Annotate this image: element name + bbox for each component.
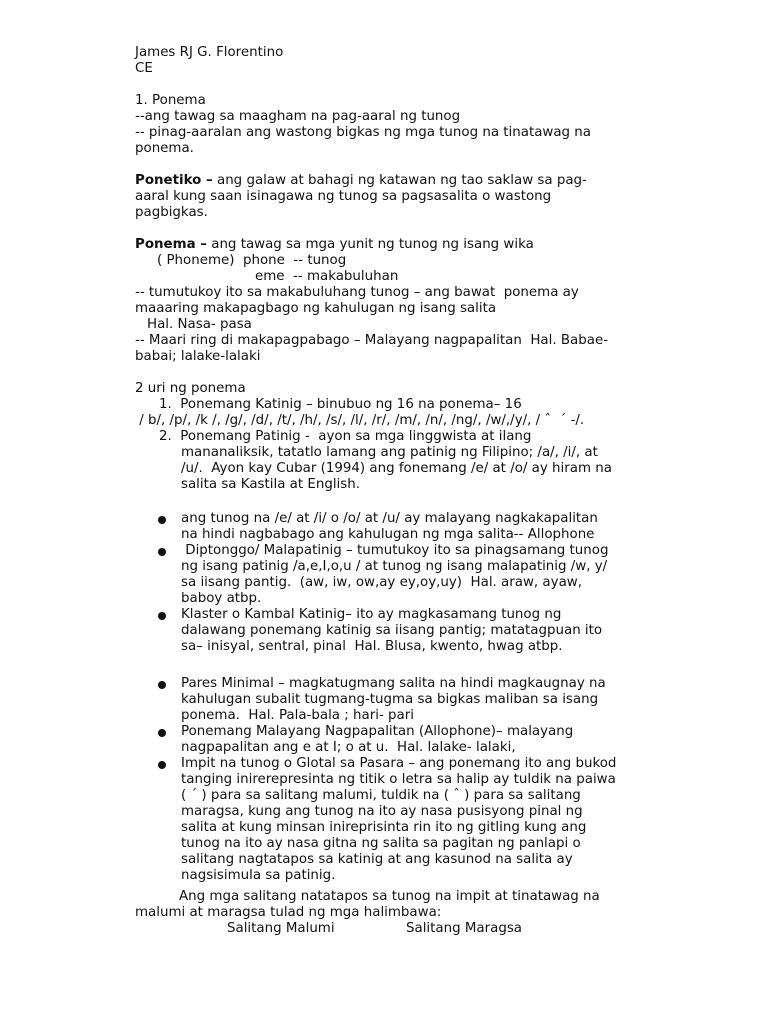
paragraph-line: eme -- makabuluhan <box>255 269 399 284</box>
course-label: CE <box>135 61 153 76</box>
bullet-icon <box>158 761 166 769</box>
term-ponetiko: Ponetiko – <box>135 173 213 188</box>
paragraph-line: Ang mga salitang natatapos sa tunog na impit at tinatawag na <box>179 889 600 904</box>
bullet-text: dalawang ponemang katinig sa iisang pantig; matatagpuan ito <box>181 623 603 638</box>
bullet-text: ng isang patinig /a,e,I,o,u / at tunog ng isang malapatinig /w, y/ <box>181 559 608 574</box>
paragraph-line: ( Phoneme) phone -- tunog <box>157 253 347 268</box>
author-name: James RJ G. Florentino <box>135 45 284 60</box>
bullet-text: maragsa, kung ang tunog na ito ay nasa pusisyong pinal ng <box>181 804 583 819</box>
ponetiko-definition <box>135 173 587 189</box>
list-item: 2. Ponemang Patinig - ayon sa mga linggwista at ilang <box>159 429 532 444</box>
bullet-text: salitang nagtatapos sa katinig at ang kasunod na salita ay <box>181 852 573 867</box>
bullet-text: nagpapalitan ang e at I; o at u. Hal. lalake- lalaki, <box>181 740 516 755</box>
bullet-text: Klaster o Kambal Katinig– ito ay magkasamang tunog ng <box>181 607 562 622</box>
bullet-text: Diptonggo/ Malapatinig – tumutukoy ito sa pinagsamang tunog <box>181 543 609 558</box>
bullet-icon <box>158 516 166 524</box>
definition-text: ang galaw at bahagi ng katawan ng tao saklaw sa pag- <box>212 173 587 188</box>
paragraph-line: malumi at maragsa tulad ng mga halimbawa: <box>135 905 442 920</box>
bullet-text: tunog na ito ay nasa gitna ng salita sa pagitan ng panlapi o <box>181 836 581 851</box>
paragraph-line: pagbigkas. <box>135 205 208 220</box>
column-heading-maragsa: Salitang Maragsa <box>406 921 522 936</box>
list-item: 1. Ponemang Katinig – binubuo ng 16 na ponema– 16 <box>159 397 522 412</box>
section-title-uri: 2 uri ng ponema <box>135 381 246 396</box>
bullet-text: baboy atbp. <box>181 591 262 606</box>
list-item: / b/, /p/, /k /, /g/, /d/, /t/, /h/, /s/, /l/, /r/, /m/, /n/, /ng/, /w/,/y/, / ˆ ´ -/. <box>135 413 585 428</box>
bullet-text: nagsisimula sa patinig. <box>181 868 336 883</box>
bullet-text: ang tunog na /e/ at /i/ o /o/ at /u/ ay malayang nagkakapalitan <box>181 511 598 526</box>
column-heading-malumi: Salitang Malumi <box>227 921 335 936</box>
bullet-text: ( ´ ) para sa salitang malumi, tuldik na ( ˆ ) para sa salitang <box>181 788 581 803</box>
bullet-icon <box>158 681 166 689</box>
bullet-text: Ponemang Malayang Nagpapalitan (Allophone)– malayang <box>181 724 574 739</box>
bullet-text: salita at kung minsan inireprisinta rin ito ng gitling kung ang <box>181 820 587 835</box>
definition-text: ang tawag sa mga yunit ng tunog ng isang wika <box>206 237 534 252</box>
list-item: mananaliksik, tatatlo lamang ang patinig ng Filipino; /a/, /i/, at <box>181 445 598 460</box>
bullet-text: kahulugan subalit tugmang-tugma sa bigkas maliban sa isang <box>181 692 599 707</box>
paragraph-line: -- tumutukoy ito sa makabuluhang tunog – ang bawat ponema ay <box>135 285 579 300</box>
bullet-text: tanging inirerepresinta ng titik o letra sa halip ay tuldik na paiwa <box>181 772 616 787</box>
bullet-icon <box>158 548 166 556</box>
bullet-text: Pares Minimal – magkatugmang salita na hindi magkaugnay na <box>181 676 606 691</box>
paragraph-line: babai; lalake-lalaki <box>135 349 261 364</box>
paragraph-line: -- Maari ring di makapagpabago – Malayang nagpapalitan Hal. Babae- <box>135 333 609 348</box>
ponema-definition <box>135 237 534 253</box>
section-title-ponema: 1. Ponema <box>135 93 206 108</box>
paragraph-line: aaral kung saan isinagawa ng tunog sa pagsasalita o wastong <box>135 189 552 204</box>
list-item: /u/. Ayon kay Cubar (1994) ang fonemang /e/ at /o/ ay hiram na <box>181 461 612 476</box>
bullet-icon <box>158 729 166 737</box>
bullet-text: sa iisang pantig. (aw, iw, ow,ay ey,oy,uy) Hal. araw, ayaw, <box>181 575 582 590</box>
paragraph-line: Hal. Nasa- pasa <box>147 317 252 332</box>
paragraph-line: --ang tawag sa maagham na pag-aaral ng tunog <box>135 109 461 124</box>
term-ponema: Ponema – <box>135 237 207 252</box>
paragraph-line: maaaring makapagbago ng kahulugan ng isang salita <box>135 301 497 316</box>
bullet-text: ponema. Hal. Pala-bala ; hari- pari <box>181 708 414 723</box>
bullet-text: na hindi nagbabago ang kahulugan ng mga salita-- Allophone <box>181 527 595 542</box>
list-item: salita sa Kastila at English. <box>181 477 360 492</box>
bullet-text: sa– inisyal, sentral, pinal Hal. Blusa, kwento, hwag atbp. <box>181 639 563 654</box>
paragraph-line: ponema. <box>135 141 194 156</box>
bullet-icon <box>158 612 166 620</box>
paragraph-line: -- pinag-aaralan ang wastong bigkas ng mga tunog na tinatawag na <box>135 125 592 140</box>
bullet-text: Impit na tunog o Glotal sa Pasara – ang ponemang ito ang bukod <box>181 756 617 771</box>
